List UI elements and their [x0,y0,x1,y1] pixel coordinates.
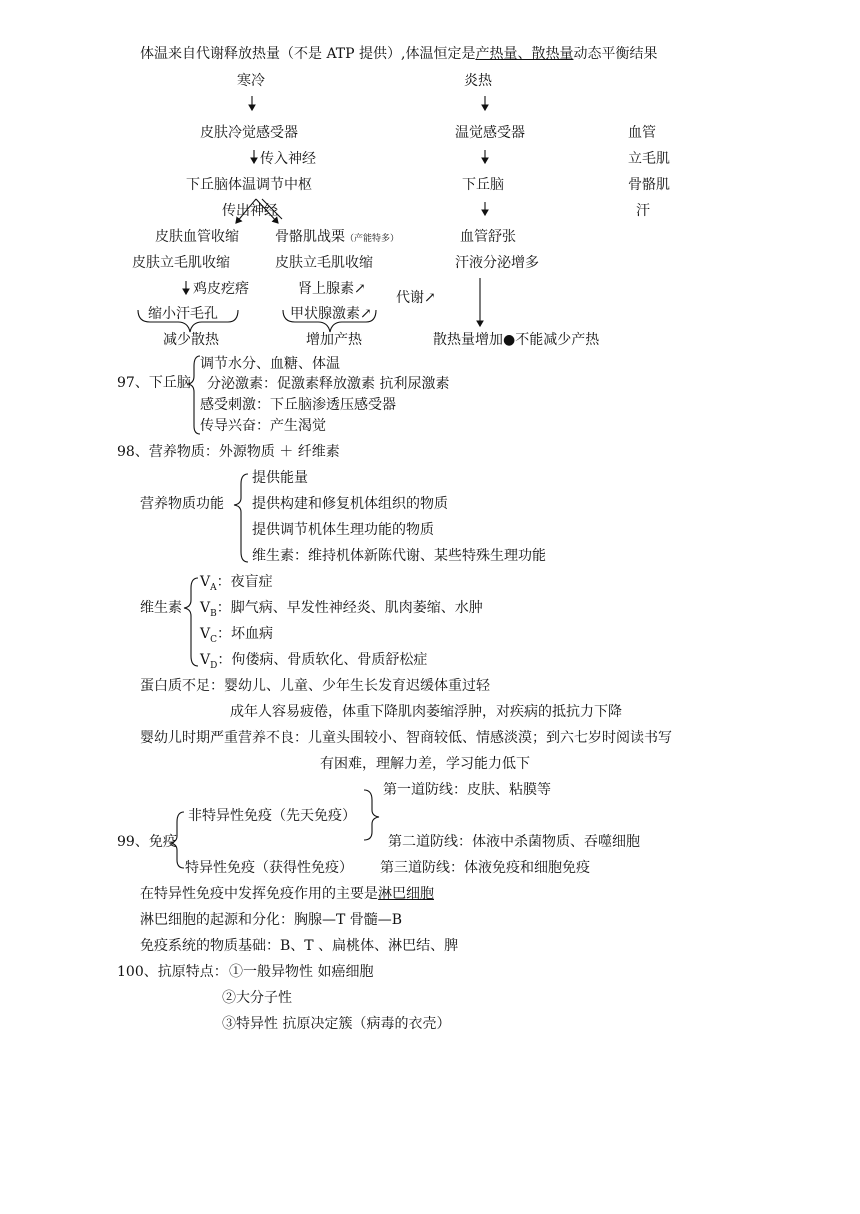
vit-sym: V [200,626,211,642]
vit-sym: V [200,652,211,668]
second-defense: 第二道防线：体液中杀菌物质、吞噬细胞 [388,834,640,850]
q97-item-3: 感受刺激：下丘脑渗透压感受器 [200,397,396,413]
specific-immunity: 特异性免疫（获得性免疫） [185,860,353,876]
vasoconstriction: 皮肤血管收缩 [155,229,239,245]
goosebumps: 鸡皮疙瘩 [193,281,249,297]
vit-text: ：坏血病 [217,626,274,642]
protein-deficit-2: 成年人容易疲倦，体重下降肌肉萎缩浮肿，对疾病的抵抗力下降 [230,704,622,720]
q97-item-2: 分泌激素：促激素释放激素 抗利尿激素 [207,376,450,392]
cold-label: 寒冷 [237,73,265,89]
hypothalamus: 下丘脑 [462,177,504,193]
piloerection-left: 皮肤立毛肌收缩 [132,255,230,271]
vit-text: ：脚气病、早发性神经炎、肌肉萎缩、水肿 [216,600,483,616]
vit-sub: B [210,608,217,619]
thermo-center: 下丘脑体温调节中枢 [186,177,312,193]
vit-sub: A [210,582,217,593]
more-heat-loss: 散热量增加●不能减少产热 [433,332,600,348]
immune-basis: 免疫系统的物质基础：B、T 、扁桃体、淋巴结、脾 [140,938,459,954]
vit-sub: D [210,660,218,671]
intro-tail: 动态平衡结果 [573,46,658,62]
piloerection-right: 皮肤立毛肌收缩 [275,255,373,271]
q97-label: 97、下丘脑 [117,375,191,391]
protein-deficit-1: 蛋白质不足：婴幼儿、儿童、少年生长发育迟缓体重过轻 [140,678,490,694]
brace-nutrient-func [234,474,248,562]
reduce-heat-loss: 减少散热 [163,332,219,348]
effector-pili: 立毛肌 [628,151,670,167]
first-defense: 第一道防线：皮肤、粘膜等 [383,782,551,798]
increase-heat-gen: 增加产热 [306,332,362,348]
effector-sweat: 汗 [636,203,650,219]
nutrient-func-2: 提供构建和修复机体组织的物质 [252,496,448,512]
vasodilation: 血管舒张 [460,229,516,245]
nutrient-func-4: 维生素：维持机体新陈代谢、某些特殊生理功能 [252,548,546,564]
effector-vessel: 血管 [628,125,656,141]
lymph-text: 在特异性免疫中发挥免疫作用的主要是 [140,886,378,902]
efferent-nerve: 传出神经 [222,203,278,219]
q97-item-1: 调节水分、血糖、体温 [200,356,340,372]
nutrient-func-3: 提供调节机体生理功能的物质 [252,522,434,538]
sweat-increase: 汗液分泌增多 [455,255,539,271]
vitamin-b [200,600,483,622]
q99-label: 99、免疫 [117,834,177,850]
third-defense: 第三道防线：体液免疫和细胞免疫 [380,860,590,876]
pore-shrink: 缩小汗毛孔 [148,306,218,322]
infant-malnutrition-1: 婴幼儿时期严重营养不良：儿童头围较小、智商较低、情感淡漠；到六七岁时阅读书写 [140,730,672,746]
vit-sub: C [210,634,218,645]
thyroxine: 甲状腺激素↗ [290,306,372,322]
nutrient-func-1: 提供能量 [252,470,308,486]
brace-nonspecific [364,790,379,840]
shiver-note: （产能特多） [345,234,400,244]
vit-sym: V [200,574,211,590]
q98-label: 98、营养物质：外源物质 ＋ 纤维素 [117,444,340,460]
metabolism-up: 代谢↗ [396,290,436,306]
antigen-trait-1: ①一般异物性 如癌细胞 [229,964,374,980]
lymph-origin: 淋巴细胞的起源和分化：胸腺—T 骨髓—B [140,912,403,928]
vitamin-d [200,652,427,674]
q97-item-4: 传导兴奋：产生渴觉 [200,418,326,434]
warm-receptor: 温觉感受器 [455,125,525,141]
vitamin-c [200,626,273,648]
vit-text: ：夜盲症 [216,574,273,590]
q100-label: 100、抗原特点： [117,964,228,980]
intro-underlined: 产热量、散热量 [475,46,574,62]
nutrient-func-label: 营养物质功能 [140,496,224,512]
antigen-trait-2: ②大分子性 [222,990,292,1006]
lymphocyte-line [140,886,434,902]
cold-receptor: 皮肤冷觉感受器 [200,125,298,141]
adrenaline: 肾上腺素↗ [298,281,366,297]
vit-text: ：佝偻病、骨质软化、骨质舒松症 [217,652,428,668]
lymph-underlined: 淋巴细胞 [378,886,434,902]
effector-muscle: 骨骼肌 [628,177,670,193]
hot-label: 炎热 [464,73,492,89]
nonspecific-immunity: 非特异性免疫（先天免疫） [188,808,356,824]
antigen-trait-3: ③特异性 抗原决定簇（病毒的衣壳） [222,1016,451,1032]
brace-q97 [188,356,200,434]
brace-vitamin [184,578,198,666]
vitamin-a [200,574,273,596]
shiver-text: 骨骼肌战栗 [275,229,345,245]
afferent-nerve: 传入神经 [260,151,316,167]
intro-text: 体温来自代谢释放热量（不是 ATP 提供）,体温恒定是 [140,46,476,62]
vit-sym: V [200,600,211,616]
shivering [275,229,399,247]
infant-malnutrition-2: 有困难，理解力差，学习能力低下 [320,756,530,772]
intro-line [140,46,657,62]
vitamin-label: 维生素 [140,600,182,616]
